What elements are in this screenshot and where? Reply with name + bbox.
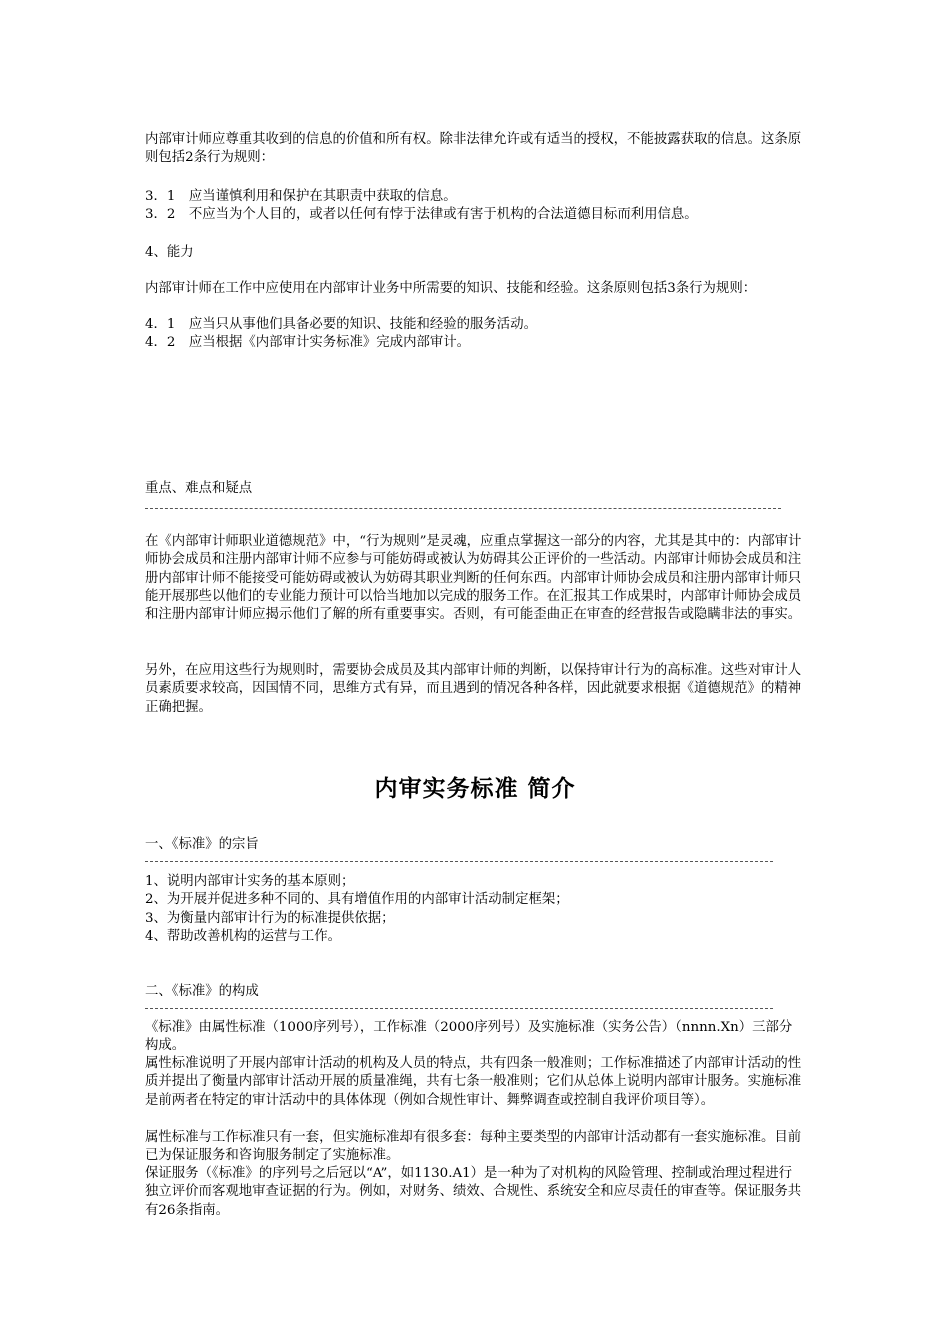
rule-3-1: 3．1 应当谨慎利用和保护在其职责中获取的信息。 (145, 189, 457, 204)
page-title: 内审实务标准 简介 (374, 776, 576, 802)
composition-heading: 二、《标准》的构成 (145, 984, 259, 999)
key-points-paragraph-1: 在《内部审计师职业道德规范》中，“行为规则”是灵魂，应重点掌握这一部分的内容，尤其是其中的：内部审计师协会成员和注册内部审计师不应参与可能妨碍或被认为妨碍其公正评价的一些活动。内部审计师协会成员和注册内部审计师不能接受可能妨碍或被认为妨碍其职业判断的任何东西。内部审计师协会成员和注册内部审计师只能开展那些以他们的专业能力预计可以恰当地加以完成的服务工作。在汇报其工作成果时，内部审计师协会成员和注册内部审计师应揭示他们了解的所有重要事实。否则，有可能歪曲正在审查的经营报告或隐瞒非法的事实。 (145, 534, 802, 623)
composition-paragraph-4: 保证服务（《标准》的序列号之后冠以“A”，如1130.A1）是一种为了对机构的风险管理、控制或治理过程进行独立评价而客观地审查证据的行为。例如，对财务、绩效、合规性、系统安全和应尽责任的审查等。保证服务共有26条指南。 (145, 1166, 802, 1218)
section-heading-competence: 4、能力 (145, 245, 194, 260)
purpose-heading: 一、《标准》的宗旨 (145, 837, 259, 852)
list-item: 3、为衡量内部审计行为的标准提供依据； (145, 911, 395, 926)
divider (145, 1008, 773, 1009)
composition-paragraph-2: 属性标准说明了开展内部审计活动的机构及人员的特点，共有四条一般准则；工作标准描述了内部审计活动的性质并提出了衡量内部审计活动开展的质量准绳，共有七条一般准则；它们从总体上说明内部审计服务。实施标准是前两者在特定的审计活动中的具体体现（例如合规性审计、舞弊调查或控制自我评价项目等）。 (145, 1056, 802, 1108)
composition-paragraph-1: 《标准》由属性标准（1000序列号），工作标准（2000序列号）及实施标准（实务公告）（nnnn.Xn）三部分构成。 (145, 1020, 793, 1054)
competence-intro: 内部审计师在工作中应使用在内部审计业务中所需要的知识、技能和经验。这条原则包括3条行为规则： (145, 281, 757, 296)
rule-4-2: 4．2 应当根据《内部审计实务标准》完成内部审计。 (145, 335, 471, 350)
confidentiality-intro: 内部审计师应尊重其收到的信息的价值和所有权。除非法律允许或有适当的授权，不能披露获取的信息。这条原则包括2条行为规则： (145, 132, 802, 166)
rule-3-2: 3．2 不应当为个人目的，或者以任何有悖于法律或有害于机构的合法道德目标而利用信息。 (145, 207, 698, 222)
key-points-paragraph-2: 另外，在应用这些行为规则时，需要协会成员及其内部审计师的判断，以保持审计行为的高标准。这些对审计人员素质要求较高，因国情不同，思维方式有异，而且遇到的情况各种各样，因此就要求根据《道德规范》的精神正确把握。 (145, 663, 802, 715)
composition-paragraph-3: 属性标准与工作标准只有一套，但实施标准却有很多套：每种主要类型的内部审计活动都有一套实施标准。目前已为保证服务和咨询服务制定了实施标准。 (145, 1130, 802, 1164)
divider (145, 508, 781, 509)
list-item: 2、为开展并促进多种不同的、具有增值作用的内部审计活动制定框架； (145, 892, 569, 907)
key-points-heading: 重点、难点和疑点 (145, 481, 253, 496)
rule-4-1: 4．1 应当只从事他们具备必要的知识、技能和经验的服务活动。 (145, 317, 537, 332)
list-item: 4、帮助改善机构的运营与工作。 (145, 929, 341, 944)
divider (145, 861, 773, 862)
list-item: 1、说明内部审计实务的基本原则； (145, 874, 355, 889)
